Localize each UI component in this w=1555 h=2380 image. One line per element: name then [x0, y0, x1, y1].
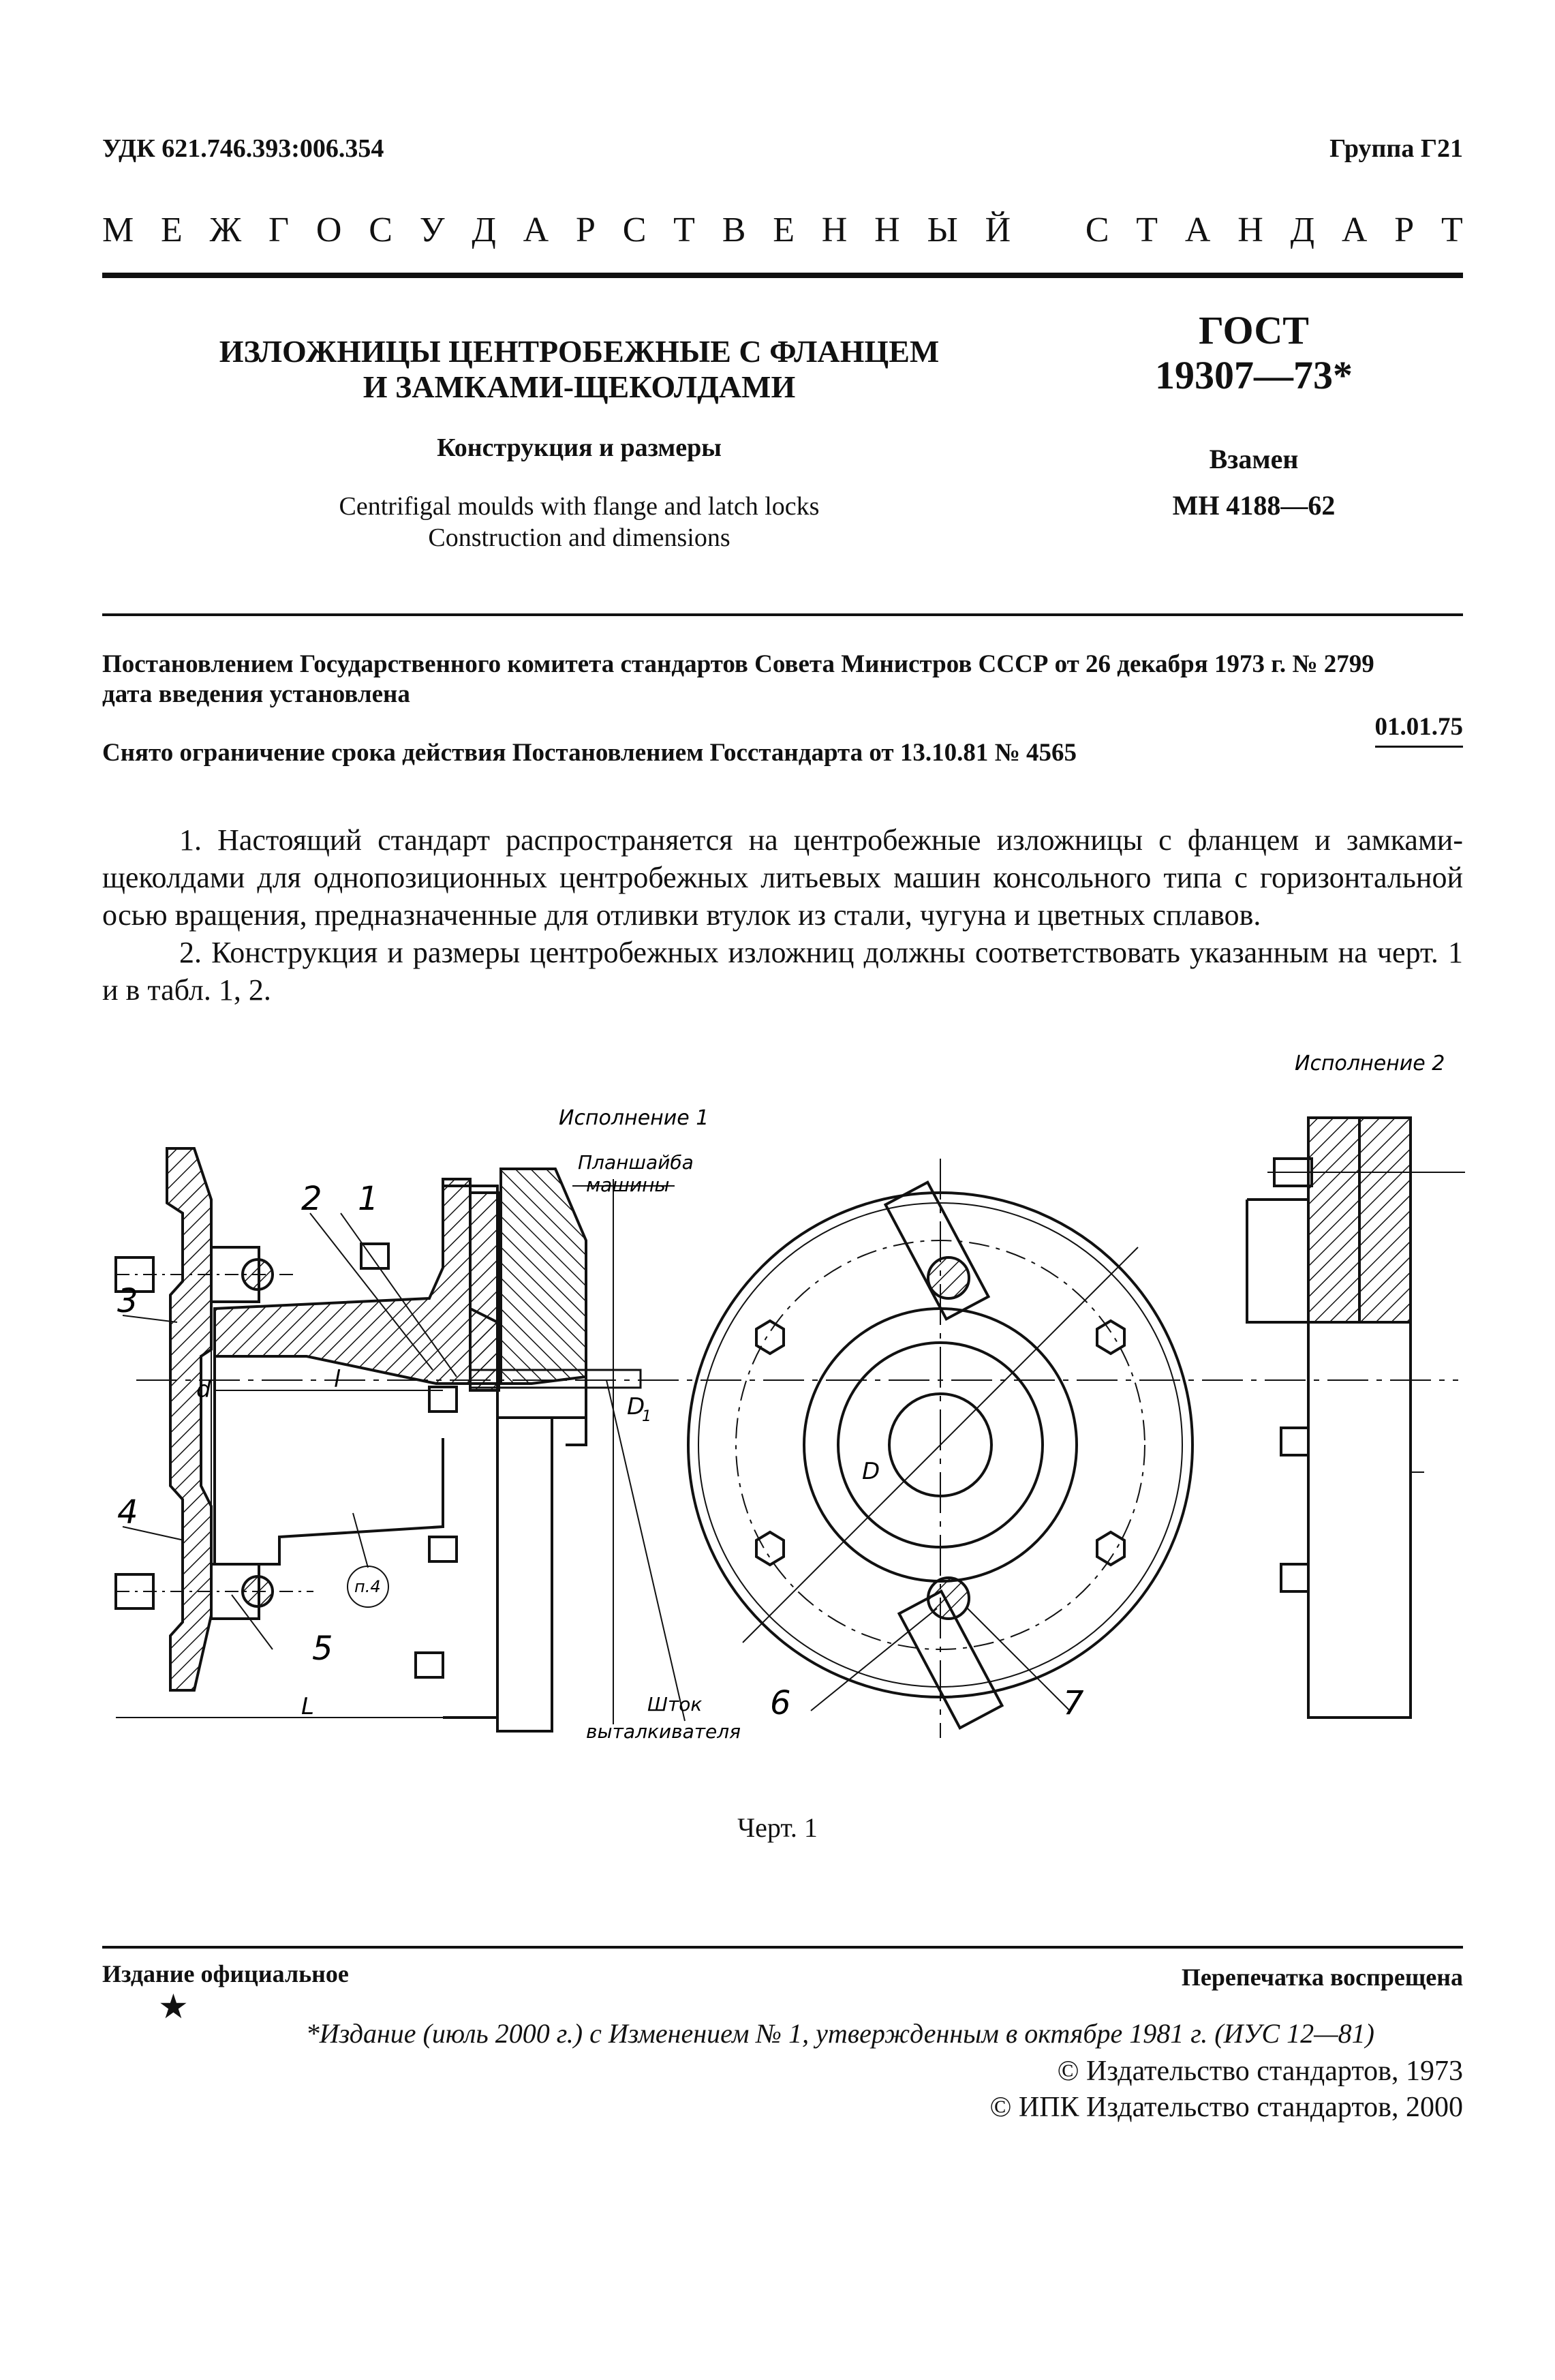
rod-label: Шток [647, 1693, 703, 1715]
version1-label: Исполнение 1 [559, 1106, 709, 1130]
gost-number: 19307—73* [1155, 353, 1353, 397]
callout-number: 6 [770, 1684, 791, 1722]
english-title [204, 491, 954, 553]
gost-label: ГОСТ [1199, 308, 1309, 352]
figure-caption: Черт. 1 [737, 1812, 818, 1843]
banner-letter: Ы [927, 211, 958, 249]
decree-line: дата введения установлена [102, 680, 410, 708]
note-reference: п.4 [354, 1577, 381, 1596]
leader-7 [968, 1608, 1070, 1711]
banner-letter: А [1341, 211, 1368, 249]
banner-letter: С [1085, 211, 1109, 249]
footer-rule [102, 1946, 1463, 1949]
banner-letter: Й [985, 211, 1011, 249]
callout-number: 3 [117, 1282, 138, 1320]
dimension-label-L: L [301, 1693, 314, 1720]
banner-letter: С [622, 211, 647, 249]
dimension-label-l: l [334, 1366, 341, 1393]
banner-letter: Д [1290, 211, 1315, 249]
banner-letter: Р [1394, 211, 1415, 249]
banner-letter: Е [773, 211, 795, 249]
dimension-label-D: D [862, 1458, 880, 1485]
document-title [204, 334, 954, 405]
document-subtitle: Конструкция и размеры [437, 433, 722, 462]
title-line: И ЗАМКАМИ-ЩЕКОЛДАМИ [363, 369, 796, 404]
standard-banner [102, 210, 1463, 250]
hex-nut [756, 1532, 784, 1565]
left-flange [167, 1148, 211, 1690]
banner-letter: Е [161, 211, 183, 249]
callout-number: 7 [1063, 1684, 1084, 1722]
banner-letter: В [722, 211, 746, 249]
banner-letter: М [102, 211, 134, 249]
latch-pin [928, 1578, 969, 1619]
title-line: ИЗЛОЖНИЦЫ ЦЕНТРОБЕЖНЫЕ С ФЛАНЦЕМ [219, 334, 940, 369]
callout-number: 2 [301, 1180, 322, 1218]
banner-letter: С [369, 211, 392, 249]
hex-nut [1097, 1532, 1124, 1565]
dimension-label-D1-subscript: 1 [642, 1408, 651, 1425]
banner-letter: Ж [209, 211, 242, 249]
banner-letter: Д [472, 211, 496, 249]
banner-letter: Н [821, 211, 848, 249]
star-icon: ★ [158, 1987, 189, 2026]
decree-text [102, 650, 1463, 710]
banner-letter: Р [575, 211, 596, 249]
flange-hatched [470, 1193, 499, 1390]
leader-rod [606, 1380, 685, 1721]
banner-letter: О [315, 211, 342, 249]
end-view [688, 1159, 1192, 1738]
decree-line: Постановлением Государственного комитета стандартов Совета Министров СССР от 26 декабря 1973 г. № 2799 [102, 650, 1374, 678]
udk-code: УДК 621.746.393:006.354 [102, 134, 384, 163]
english-title-line: Construction and dimensions [428, 523, 730, 552]
flange-bolt [429, 1537, 457, 1561]
replaces-block [1083, 436, 1424, 529]
banner-letter: Т [1136, 211, 1158, 249]
header-rule [102, 273, 1463, 278]
introduction-date: 01.01.75 [1375, 712, 1464, 748]
callout-number: 1 [358, 1180, 379, 1218]
banner-letter: А [1184, 211, 1211, 249]
faceplate [501, 1169, 586, 1384]
latch-nut [243, 1576, 273, 1606]
banner-letter: А [523, 211, 549, 249]
banner-letter: Т [1441, 211, 1463, 249]
official-edition: Издание официальное [102, 1960, 349, 1987]
version2-label: Исполнение 2 [1295, 1052, 1445, 1075]
replaces-label: Взамен [1209, 444, 1299, 474]
banner-letter: У [419, 211, 445, 249]
replaces-value: МН 4188—62 [1172, 490, 1336, 521]
banner-letter: Г [268, 211, 290, 249]
hex-nut [756, 1321, 784, 1354]
title-rule [102, 613, 1463, 616]
latch-pin [928, 1257, 969, 1298]
leader-p4 [353, 1513, 368, 1568]
reprint-prohibited: Перепечатка воспрещена [1181, 1964, 1463, 1991]
mould-body [215, 1356, 443, 1564]
faceplate-lower [497, 1418, 552, 1731]
dimension-label-D1: D [627, 1393, 645, 1420]
rod-label: выталкивателя [586, 1720, 741, 1743]
dimension-label-d: d [196, 1376, 211, 1403]
gost-number-block [1083, 308, 1424, 398]
english-title-line: Centrifigal moulds with flange and latch locks [339, 492, 820, 521]
paragraph: 1. Настоящий стандарт распространяется на центробежные изложницы с фланцем и замками-щеколдами для однопозиционных центробежных литьевых машин консольного типа с горизонтальной осью вращения, предназначенные для отливки втулок из стали, чугуна и цветных сплавов. [102, 823, 1463, 932]
callout-number: 5 [312, 1630, 333, 1668]
paragraph: 2. Конструкция и размеры центробежных изложниц должны соответствовать указанным на черт. 1 и в табл. 1, 2. [102, 936, 1463, 1007]
banner-letter: Т [673, 211, 695, 249]
edition-note: *Издание (июль 2000 г.) с Изменением № 1, утвержденным в октябре 1981 г. (ИУС 12—81) [305, 2018, 1374, 2049]
latch-nut [243, 1260, 273, 1290]
technical-drawing [89, 1036, 1472, 1792]
version2-detail [1247, 1118, 1465, 1718]
faceplate-label: машины [586, 1174, 670, 1196]
banner-letter: Н [874, 211, 900, 249]
banner-letter: Н [1237, 211, 1263, 249]
v2-lower-bolt [1281, 1564, 1308, 1591]
flange-bolt [416, 1653, 443, 1677]
body-text [102, 821, 1463, 1009]
hex-nut [1097, 1321, 1124, 1354]
copyright-1973: © Издательство стандартов, 1973 [1057, 2056, 1463, 2087]
copyright-2000: © ИПК Издательство стандартов, 2000 [989, 2092, 1463, 2123]
callout-number: 4 [117, 1493, 138, 1531]
restriction-lifted-note: Снято ограничение срока действия Постановлением Госстандарта от 13.10.81 № 4565 [102, 739, 1077, 767]
group-code: Группа Г21 [1329, 134, 1463, 163]
faceplate-label: Планшайба [578, 1151, 694, 1174]
v2-lower-bolt [1281, 1428, 1308, 1455]
